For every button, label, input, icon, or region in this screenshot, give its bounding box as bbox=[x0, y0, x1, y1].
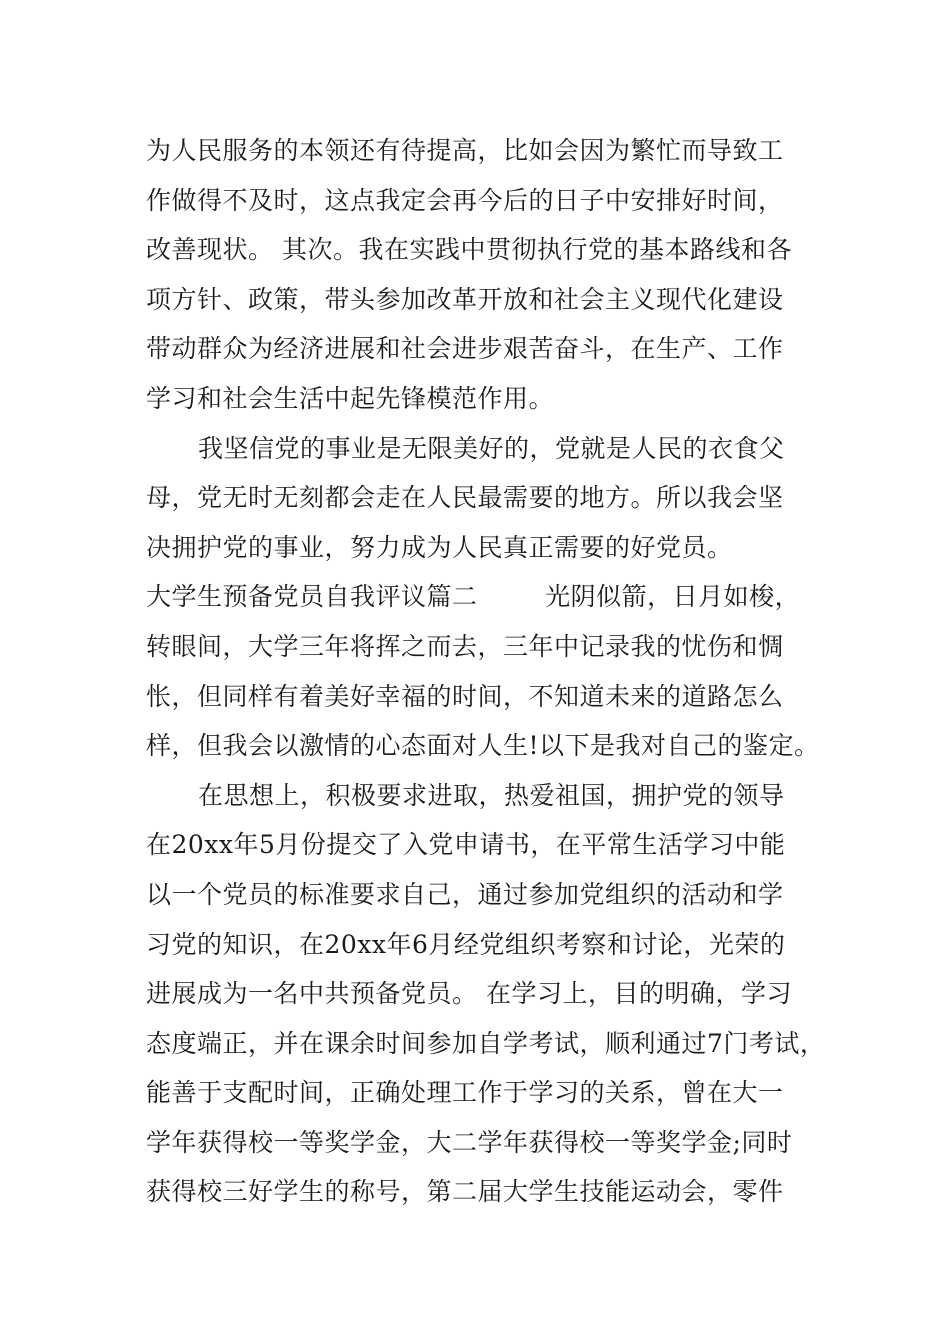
text-line: 获得校三好学生的称号，第二届大学生技能运动会，零件 bbox=[146, 1177, 784, 1207]
text-line: 我坚信党的事业是无限美好的，党就是人民的衣食父 bbox=[198, 433, 785, 463]
text-line: 学年获得校一等奖学金，大二学年获得校一等奖学金;同时 bbox=[146, 1127, 793, 1157]
text-line: 样，但我会以激情的心态面对人生!以下是我对自己的鉴定。 bbox=[146, 731, 820, 761]
document-body bbox=[146, 126, 846, 1217]
text-line: 作做得不及时，这点我定会再今后的日子中安排好时间， bbox=[146, 185, 784, 215]
text-line: 态度端正，并在课余时间参加自学考试，顺利通过7门考试， bbox=[146, 1028, 826, 1058]
text-line: 为人民服务的本领还有待提高，比如会因为繁忙而导致工 bbox=[146, 136, 784, 165]
text-line: 改善现状。 其次。我在实践中贯彻执行党的基本路线和各 bbox=[146, 235, 792, 265]
text-line: 转眼间，大学三年将挥之而去，三年中记录我的忧伤和惆 bbox=[146, 631, 784, 661]
text-line: 在20xx年5月份提交了入党申请书，在平常生活学习中能 bbox=[146, 830, 786, 860]
text-line: 怅，但同样有着美好幸福的时间，不知道未来的道路怎么 bbox=[146, 681, 784, 711]
text-line: 进展成为一名中共预备党员。 在学习上，目的明确，学习 bbox=[146, 979, 792, 1009]
text-line: 能善于支配时间，正确处理工作于学习的关系，曾在大一 bbox=[146, 1078, 784, 1108]
text-line: 带动群众为经济进展和社会进步艰苦奋斗，在生产、工作 bbox=[146, 334, 784, 364]
text-line: 以一个党员的标准要求自己，通过参加党组织的活动和学 bbox=[146, 879, 784, 909]
text-line: 项方针、政策，带头参加改革开放和社会主义现代化建设 bbox=[146, 284, 784, 314]
text-line: 学习和社会生活中起先锋模范作用。 bbox=[146, 383, 555, 413]
text-line: 习党的知识，在20xx年6月经党组织考察和讨论，光荣的 bbox=[146, 929, 786, 959]
text-line: 决拥护党的事业，努力成为人民真正需要的好党员。 bbox=[146, 532, 733, 562]
text-line: 大学生预备党员自我评议篇二 光阴似箭，日月如梭， bbox=[146, 582, 801, 612]
text-line: 在思想上，积极要求进取，热爱祖国，拥护党的领导 bbox=[198, 780, 785, 810]
text-line: 母，党无时无刻都会走在人民最需要的地方。所以我会坚 bbox=[146, 483, 784, 513]
